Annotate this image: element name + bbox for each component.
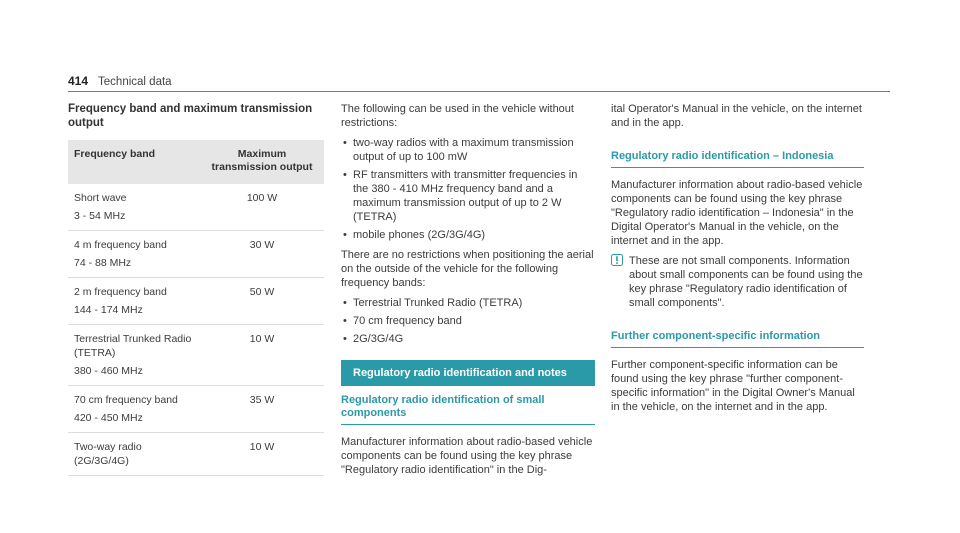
band-power: 10 W (200, 325, 324, 386)
small-components-text: Manufacturer information about radio-based vehicle components can be found using the key phrase "Regulatory radio identification" in the Dig- (341, 436, 593, 476)
frequency-table-title: Frequency band and maximum transmission output (68, 103, 313, 129)
page-number: 414 (68, 74, 89, 88)
band-range: 74 - 88 MHz (74, 257, 132, 269)
band-range: 420 - 450 MHz (74, 412, 143, 424)
frequency-table (68, 140, 324, 476)
list-item: • 2G/3G/4G (341, 332, 595, 346)
list-item: • Terrestrial Trunked Radio (TETRA) (341, 296, 595, 310)
section-banner: Regulatory radio identification and notes (341, 360, 595, 386)
list-item: • RF transmitters with transmitter frequencies in the 380 - 410 MHz frequency band and a maximum transmission output of up to 2 W (TETRA) (341, 168, 595, 224)
table-row (68, 433, 324, 476)
info-note (611, 254, 864, 310)
aerial-text: There are no restrictions when positioning the aerial on the outside of the vehicle for the following frequency bands: (341, 249, 594, 289)
further-info-heading: Further component-specific information (611, 330, 864, 348)
table-row (68, 386, 324, 433)
col-header-band: Frequency band (68, 140, 200, 184)
intro-text: The following can be used in the vehicle without restrictions: (341, 103, 574, 129)
column-left (68, 102, 324, 476)
header-rule (68, 91, 890, 92)
table-row (68, 184, 324, 231)
column-middle (341, 102, 595, 483)
table-row (68, 231, 324, 278)
band-power: 35 W (200, 386, 324, 433)
band-range: 380 - 460 MHz (74, 365, 143, 377)
band-range: 144 - 174 MHz (74, 304, 143, 316)
list-item: • mobile phones (2G/3G/4G) (341, 228, 595, 242)
band-name: 70 cm frequency band (74, 394, 178, 406)
page-header (68, 74, 172, 89)
indonesia-heading: Regulatory radio identification – Indonesia (611, 150, 864, 168)
table-row (68, 278, 324, 325)
list-item: • two-way radios with a maximum transmission output of up to 100 mW (341, 136, 595, 164)
indonesia-text: Manufacturer information about radio-based vehicle components can be found using the key phrase "Regulatory radio identification – Indonesia" in the Digital Operator's Manual in the vehicle, on the internet and in the app. (611, 179, 863, 247)
info-note-text: These are not small components. Information about small components can be found using the key phrase "Regulatory radio identification of small components". (629, 255, 863, 309)
list-item: • 70 cm frequency band (341, 314, 595, 328)
further-info-text: Further component-specific information can be found using the key phrase "further component-specific information" in the Digital Owner's Manual in the vehicle, on the internet and in the app. (611, 359, 855, 413)
band-range: 3 - 54 MHz (74, 210, 126, 222)
band-power: 50 W (200, 278, 324, 325)
band-power: 10 W (200, 433, 324, 476)
band-name: 4 m frequency band (74, 239, 167, 251)
unrestricted-list (341, 136, 595, 242)
small-components-heading: Regulatory radio identification of small components (341, 394, 595, 425)
band-name: Short wave (74, 192, 127, 204)
band-name: 2 m frequency band (74, 286, 167, 298)
band-power: 100 W (200, 184, 324, 231)
col-header-power: Maximum transmission output (200, 140, 324, 184)
continued-text: ital Operator's Manual in the vehicle, on the internet and in the app. (611, 103, 862, 129)
band-name: Terrestrial Trunked Radio (TETRA) (74, 333, 192, 359)
table-row (68, 325, 324, 386)
section-name: Technical data (98, 76, 172, 88)
info-note-icon (611, 254, 623, 310)
band-name: Two-way radio (2G/3G/4G) (74, 441, 142, 467)
column-right (611, 102, 864, 420)
band-power: 30 W (200, 231, 324, 278)
aerial-band-list (341, 296, 595, 346)
